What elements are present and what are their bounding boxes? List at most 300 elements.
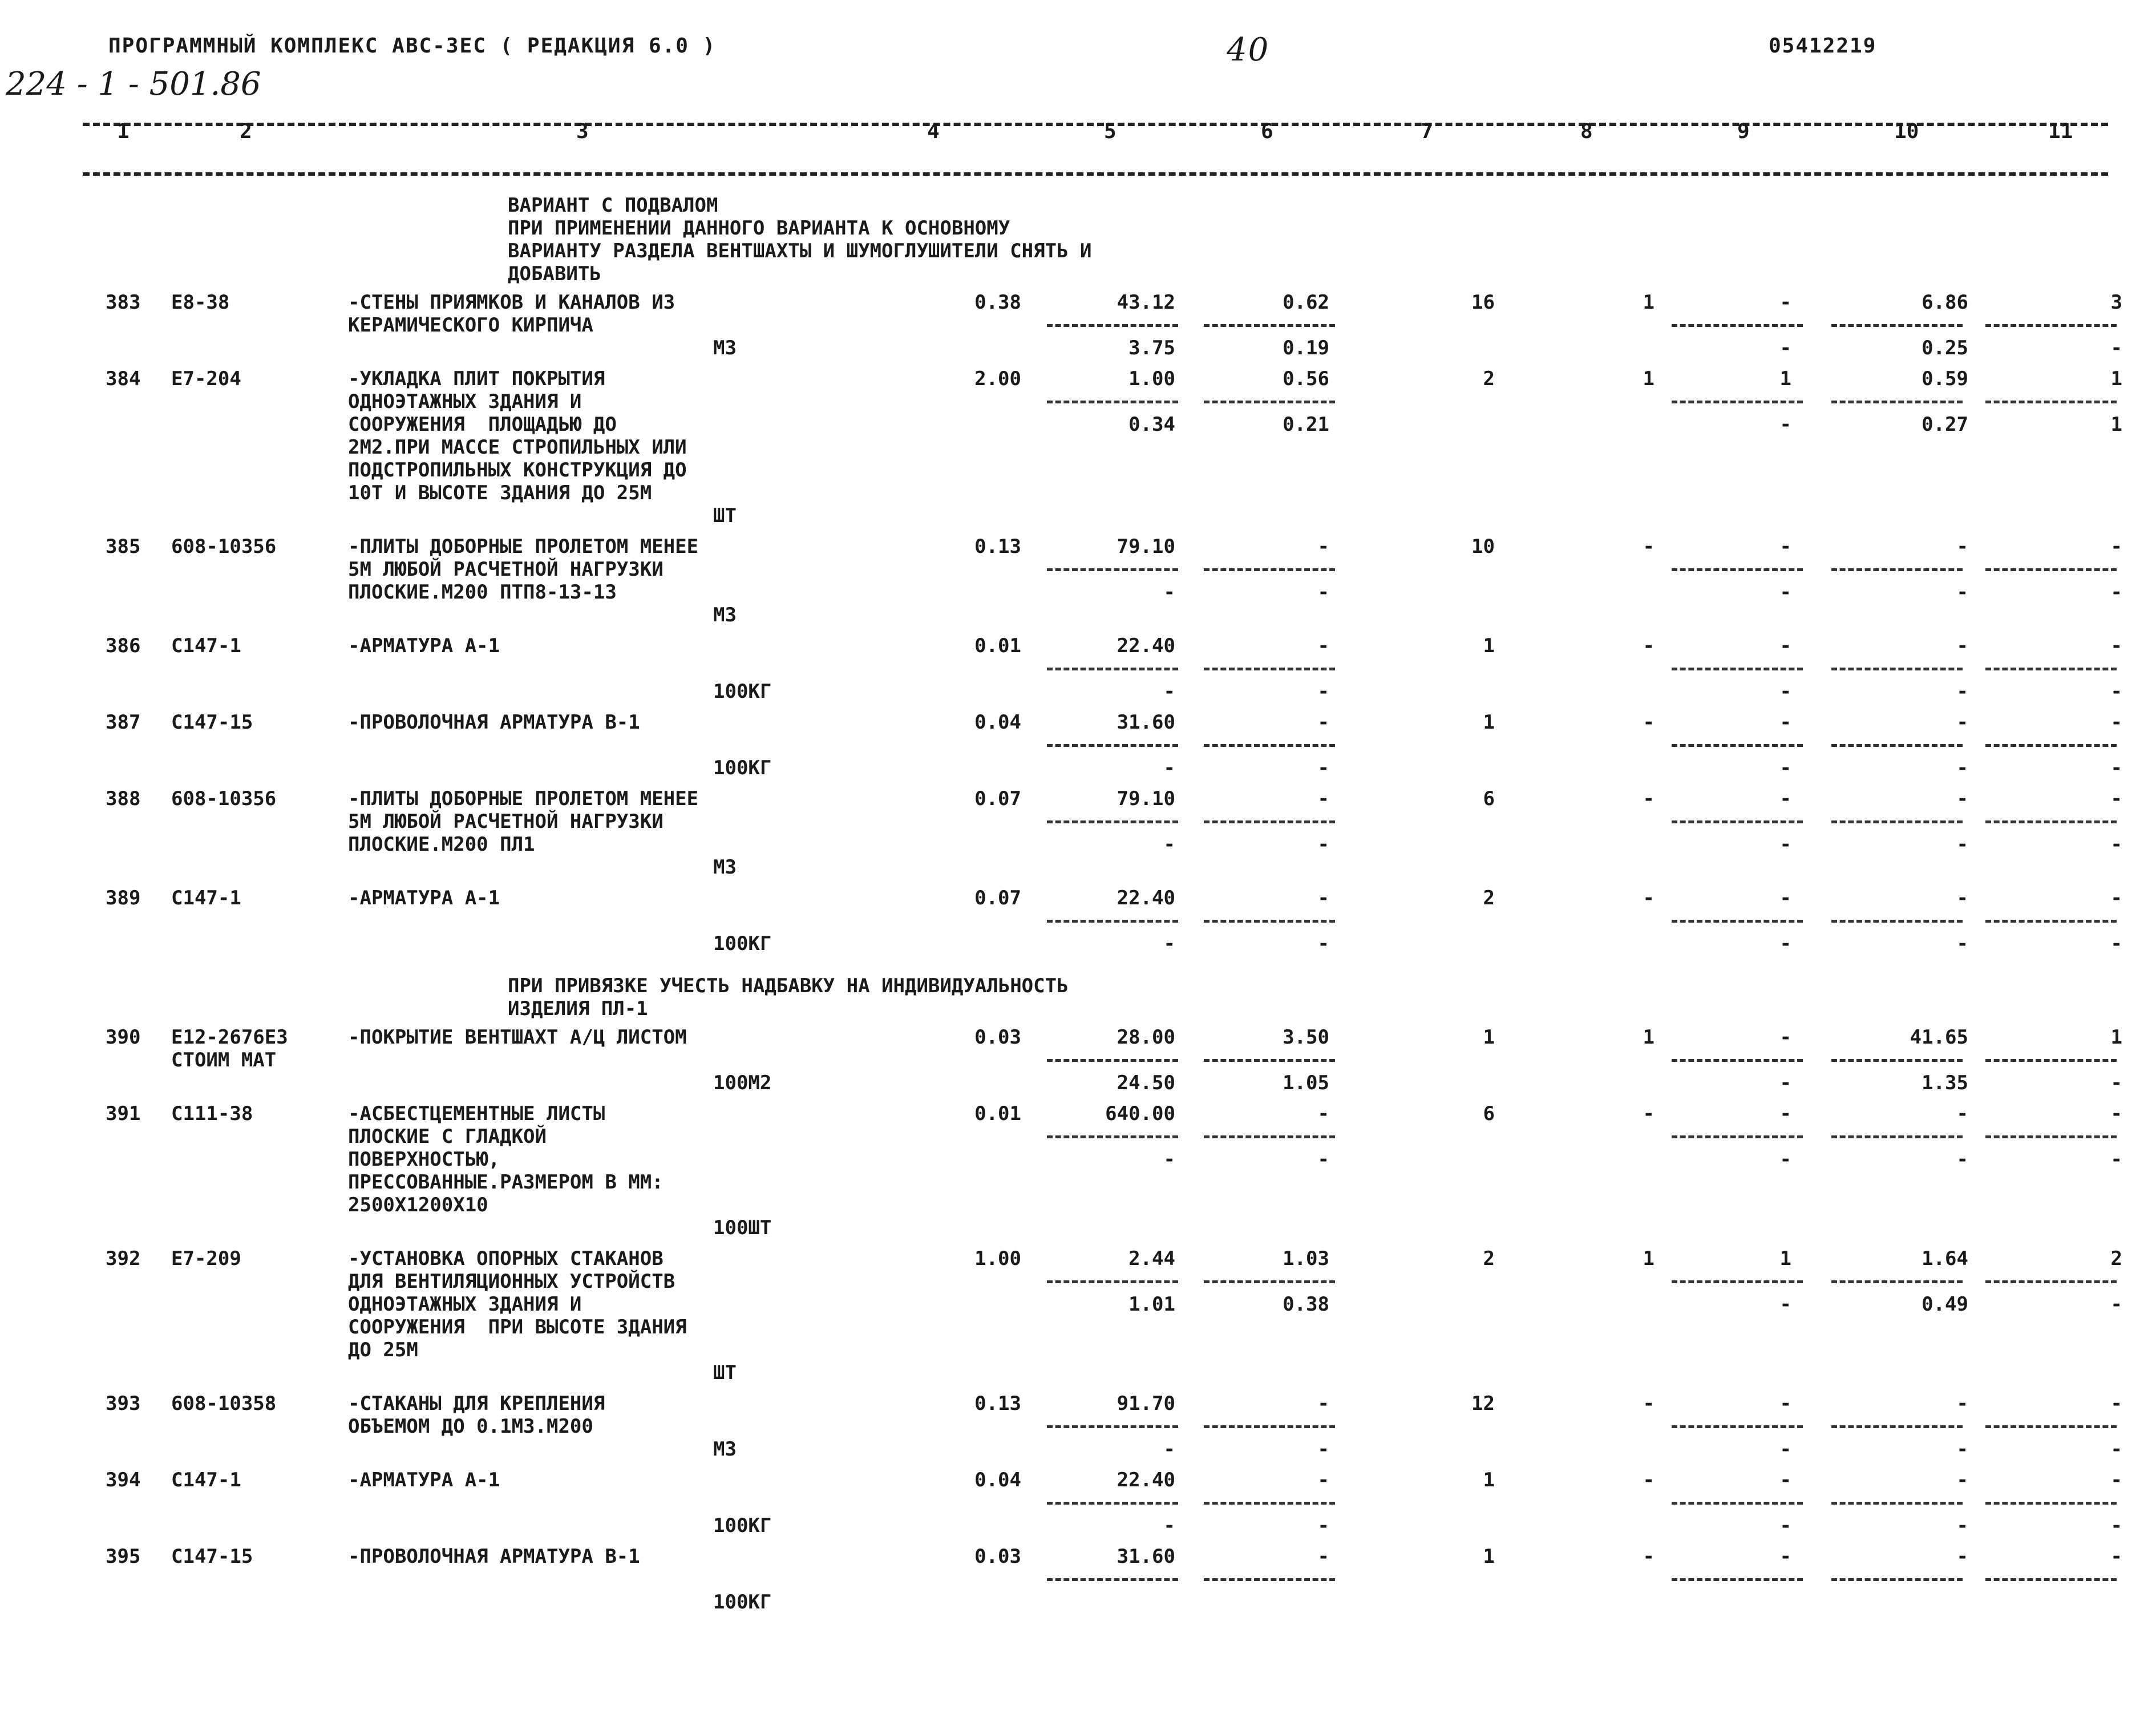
cell-divider (1985, 1059, 2117, 1062)
cell-divider (1831, 1578, 1963, 1581)
row-col9-a: - (1779, 711, 1791, 734)
row-col9-b: - (1779, 581, 1791, 604)
row-col10-a: 0.59 (1922, 367, 1968, 390)
cell-divider (1204, 1059, 1335, 1062)
cell-divider (1985, 1502, 2117, 1505)
row-col9-a: - (1779, 291, 1791, 314)
row-col7: 16 (1471, 291, 1495, 314)
col-header-1: 1 (117, 120, 130, 143)
row-description: -ПРОВОЛОЧНАЯ АРМАТУРА В-1 (348, 1545, 640, 1568)
cell-divider (1831, 401, 1963, 403)
row-col6-b: - (1317, 581, 1329, 604)
row-col6-a: 3.50 (1283, 1026, 1329, 1049)
col-header-2: 2 (240, 120, 252, 143)
row-number: 391 (106, 1102, 141, 1125)
row-col7: 1 (1483, 1469, 1495, 1491)
row-unit: 100КГ (713, 932, 772, 955)
row-code: С111-38 (171, 1102, 253, 1125)
row-description: -ПЛИТЫ ДОБОРНЫЕ ПРОЛЕТОМ МЕНЕЕ (348, 787, 699, 810)
row-col11-a: 3 (2110, 291, 2122, 314)
row-col6-b: - (1317, 757, 1329, 779)
row-col9-a: - (1779, 787, 1791, 810)
row-col10-b: 0.49 (1922, 1293, 1968, 1316)
row-col4: 0.13 (974, 1392, 1021, 1415)
row-col8: - (1643, 1102, 1655, 1125)
cell-divider (1831, 1425, 1963, 1428)
cell-divider (1672, 1425, 1803, 1428)
row-description: КЕРАМИЧЕСКОГО КИРПИЧА (348, 314, 593, 337)
col-header-10: 10 (1894, 120, 1919, 143)
row-col7: 2 (1483, 1247, 1495, 1270)
row-unit: 100КГ (713, 1591, 772, 1614)
cell-divider (1985, 1280, 2117, 1283)
section-note-line: ПРИ ПРИВЯЗКЕ УЧЕСТЬ НАДБАВКУ НА ИНДИВИДУАЛЬНОСТЬ (508, 975, 1069, 997)
row-number: 385 (106, 535, 141, 558)
row-description: -АРМАТУРА А-1 (348, 1469, 500, 1491)
row-col6-a: - (1317, 1545, 1329, 1568)
row-code: 608-10356 (171, 535, 277, 558)
row-col4: 2.00 (974, 367, 1021, 390)
row-col11-a: - (2110, 887, 2122, 909)
row-col7: 1 (1483, 1026, 1495, 1049)
row-col10-b: - (1956, 1514, 1968, 1537)
row-unit: ШТ (713, 1361, 737, 1384)
row-col4: 1.00 (974, 1247, 1021, 1270)
row-col11-b: - (2110, 1293, 2122, 1316)
row-code: С147-1 (171, 887, 241, 909)
cell-divider (1672, 1502, 1803, 1505)
row-col6-a: 1.03 (1283, 1247, 1329, 1270)
cell-divider (1047, 920, 1178, 923)
row-description: 5М ЛЮБОЙ РАСЧЕТНОЙ НАГРУЗКИ (348, 558, 664, 581)
row-unit: М3 (713, 337, 737, 359)
row-col5-a: 31.60 (1117, 1545, 1175, 1568)
row-col10-a: - (1956, 634, 1968, 657)
row-description: ПОВЕРХНОСТЬЮ, (348, 1148, 500, 1171)
col-header-3: 3 (576, 120, 589, 143)
row-col5-b: 0.34 (1128, 413, 1175, 436)
row-col7: 10 (1471, 535, 1495, 558)
section-heading-line: ВАРИАНТУ РАЗДЕЛА ВЕНТШАХТЫ И ШУМОГЛУШИТЕЛИ СНЯТЬ И (508, 240, 1092, 262)
row-col8: - (1643, 1392, 1655, 1415)
cell-divider (1204, 401, 1335, 403)
row-col5-b: 3.75 (1128, 337, 1175, 359)
row-col9-a: - (1779, 1545, 1791, 1568)
row-unit: 100КГ (713, 757, 772, 779)
row-col8: - (1643, 1545, 1655, 1568)
row-number: 392 (106, 1247, 141, 1270)
row-col5-b: - (1163, 680, 1175, 703)
cell-divider (1204, 1280, 1335, 1283)
row-col9-a: - (1779, 1392, 1791, 1415)
row-code: С147-15 (171, 711, 253, 734)
row-col7: 1 (1483, 1545, 1495, 1568)
row-col4: 0.03 (974, 1545, 1021, 1568)
row-col11-b: - (2110, 1514, 2122, 1537)
row-col10-a: - (1956, 787, 1968, 810)
row-description: ПРЕССОВАННЫЕ.РАЗМЕРОМ В ММ: (348, 1171, 664, 1194)
cell-divider (1672, 820, 1803, 823)
cell-divider (1204, 744, 1335, 747)
row-col8: 1 (1643, 1247, 1655, 1270)
row-col11-a: - (2110, 787, 2122, 810)
row-col10-b: 0.27 (1922, 413, 1968, 436)
row-number: 393 (106, 1392, 141, 1415)
row-col5-b: 1.01 (1128, 1293, 1175, 1316)
row-col7: 2 (1483, 887, 1495, 909)
row-col11-a: - (2110, 1545, 2122, 1568)
row-col4: 0.07 (974, 887, 1021, 909)
row-description: 2500Х1200Х10 (348, 1194, 488, 1216)
row-description: -ПЛИТЫ ДОБОРНЫЕ ПРОЛЕТОМ МЕНЕЕ (348, 535, 699, 558)
row-unit: 100М2 (713, 1072, 772, 1094)
row-col6-a: - (1317, 711, 1329, 734)
row-code: Е8-38 (171, 291, 230, 314)
row-description: ОБЪЕМОМ ДО 0.1М3.М200 (348, 1415, 593, 1438)
row-col10-b: - (1956, 932, 1968, 955)
cell-divider (1985, 324, 2117, 327)
row-col6-a: - (1317, 787, 1329, 810)
cell-divider (1831, 1280, 1963, 1283)
row-col8: 1 (1643, 1026, 1655, 1049)
row-unit: М3 (713, 604, 737, 626)
row-description: -ПРОВОЛОЧНАЯ АРМАТУРА В-1 (348, 711, 640, 734)
row-col5-a: 31.60 (1117, 711, 1175, 734)
row-col11-b: 1 (2110, 413, 2122, 436)
row-col6-b: - (1317, 680, 1329, 703)
cell-divider (1985, 1425, 2117, 1428)
row-col5-b: 24.50 (1117, 1072, 1175, 1094)
row-number: 387 (106, 711, 141, 734)
row-col6-b: 0.21 (1283, 413, 1329, 436)
row-col11-a: - (2110, 1469, 2122, 1491)
row-col10-a: - (1956, 1469, 1968, 1491)
row-unit: 100ШТ (713, 1216, 772, 1239)
cell-divider (1672, 568, 1803, 571)
row-number: 394 (106, 1469, 141, 1491)
section-heading-line: ВАРИАНТ С ПОДВАЛОМ (508, 194, 718, 217)
cell-divider (1831, 744, 1963, 747)
row-col9-b: - (1779, 680, 1791, 703)
row-col7: 1 (1483, 711, 1495, 734)
row-col6-b: - (1317, 1148, 1329, 1171)
cell-divider (1831, 920, 1963, 923)
row-description: ПЛОСКИЕ.М200 ПТП8-13-13 (348, 581, 617, 604)
row-description: -УКЛАДКА ПЛИТ ПОКРЫТИЯ (348, 367, 605, 390)
row-col5-b: - (1163, 757, 1175, 779)
cell-divider (1047, 744, 1178, 747)
row-description: СООРУЖЕНИЯ ПРИ ВЫСОТЕ ЗДАНИЯ (348, 1316, 687, 1339)
row-col5-a: 91.70 (1117, 1392, 1175, 1415)
row-col7: 1 (1483, 634, 1495, 657)
row-description: ДЛЯ ВЕНТИЛЯЦИОННЫХ УСТРОЙСТВ (348, 1270, 675, 1293)
row-col5-a: 22.40 (1117, 887, 1175, 909)
row-description: 5М ЛЮБОЙ РАСЧЕТНОЙ НАГРУЗКИ (348, 810, 664, 833)
row-col8: 1 (1643, 291, 1655, 314)
cell-divider (1204, 324, 1335, 327)
row-description: ДО 25М (348, 1339, 418, 1361)
row-col5-b: - (1163, 1148, 1175, 1171)
row-col8: - (1643, 711, 1655, 734)
row-col5-a: 22.40 (1117, 1469, 1175, 1491)
row-col6-b: - (1317, 1514, 1329, 1537)
row-col9-b: - (1779, 1148, 1791, 1171)
row-description: ОДНОЭТАЖНЫХ ЗДАНИЯ И (348, 1293, 582, 1316)
row-col5-b: - (1163, 833, 1175, 856)
cell-divider (1672, 324, 1803, 327)
row-unit: 100КГ (713, 1514, 772, 1537)
row-col10-a: - (1956, 535, 1968, 558)
row-col6-a: 0.62 (1283, 291, 1329, 314)
row-description: 2М2.ПРИ МАССЕ СТРОПИЛЬНЫХ ИЛИ (348, 436, 687, 459)
row-number: 395 (106, 1545, 141, 1568)
row-col5-a: 22.40 (1117, 634, 1175, 657)
row-col9-b: - (1779, 413, 1791, 436)
row-col8: - (1643, 535, 1655, 558)
row-col10-b: - (1956, 581, 1968, 604)
row-col11-b: - (2110, 1148, 2122, 1171)
row-code-extra: СТОИМ МАТ (171, 1049, 277, 1072)
row-col5-a: 1.00 (1128, 367, 1175, 390)
row-description: -ПОКРЫТИЕ ВЕНТШАХТ А/Ц ЛИСТОМ (348, 1026, 687, 1049)
row-col9-b: - (1779, 757, 1791, 779)
row-description: -СТАКАНЫ ДЛЯ КРЕПЛЕНИЯ (348, 1392, 605, 1415)
cell-divider (1672, 401, 1803, 403)
row-col10-b: 0.25 (1922, 337, 1968, 359)
row-col4: 0.01 (974, 1102, 1021, 1125)
cell-divider (1204, 820, 1335, 823)
col-header-4: 4 (927, 120, 940, 143)
row-code: Е12-2676Е3 (171, 1026, 288, 1049)
row-col7: 2 (1483, 367, 1495, 390)
col-header-7: 7 (1421, 120, 1433, 143)
row-col6-b: 0.38 (1283, 1293, 1329, 1316)
row-col6-a: - (1317, 1469, 1329, 1491)
cell-divider (1047, 568, 1178, 571)
row-col5-a: 28.00 (1117, 1026, 1175, 1049)
program-title: ПРОГРАММНЫЙ КОМПЛЕКС АВС-ЗЕС ( РЕДАКЦИЯ 6.0 ) (108, 34, 717, 58)
row-number: 384 (106, 367, 141, 390)
row-col11-b: - (2110, 1438, 2122, 1461)
row-description: ПОДСТРОПИЛЬНЫХ КОНСТРУКЦИЯ ДО (348, 459, 687, 482)
row-code: С147-1 (171, 1469, 241, 1491)
cell-divider (1204, 568, 1335, 571)
row-description: -УСТАНОВКА ОПОРНЫХ СТАКАНОВ (348, 1247, 664, 1270)
row-unit: 100КГ (713, 680, 772, 703)
row-unit: М3 (713, 1438, 737, 1461)
row-description: ОДНОЭТАЖНЫХ ЗДАНИЯ И (348, 390, 582, 413)
col-header-8: 8 (1580, 120, 1593, 143)
row-col6-a: - (1317, 887, 1329, 909)
row-col11-a: 2 (2110, 1247, 2122, 1270)
row-col10-b: - (1956, 680, 1968, 703)
row-col10-a: 1.64 (1922, 1247, 1968, 1270)
row-number: 388 (106, 787, 141, 810)
row-col4: 0.13 (974, 535, 1021, 558)
cell-divider (1831, 324, 1963, 327)
row-unit: ШТ (713, 504, 737, 527)
cell-divider (1672, 1280, 1803, 1283)
cell-divider (1672, 668, 1803, 670)
row-description: -АРМАТУРА А-1 (348, 887, 500, 909)
cell-divider (1985, 568, 2117, 571)
row-col10-a: 6.86 (1922, 291, 1968, 314)
row-col5-b: - (1163, 581, 1175, 604)
row-code: Е7-204 (171, 367, 241, 390)
row-col5-b: - (1163, 1438, 1175, 1461)
section-heading-line: ДОБАВИТЬ (508, 262, 601, 285)
row-code: С147-1 (171, 634, 241, 657)
cell-divider (1985, 820, 2117, 823)
row-col5-b: - (1163, 1514, 1175, 1537)
row-col9-a: - (1779, 1102, 1791, 1125)
cell-divider (1047, 820, 1178, 823)
row-description: -СТЕНЫ ПРИЯМКОВ И КАНАЛОВ ИЗ (348, 291, 675, 314)
cell-divider (1831, 820, 1963, 823)
row-col6-a: - (1317, 634, 1329, 657)
handwritten-reference: 224 - 1 - 501.86 (6, 66, 261, 103)
row-col7: 6 (1483, 787, 1495, 810)
section-note-line: ИЗДЕЛИЯ ПЛ-1 (508, 997, 648, 1020)
cell-divider (1985, 920, 2117, 923)
row-col9-a: - (1779, 634, 1791, 657)
row-col7: 6 (1483, 1102, 1495, 1125)
row-col11-b: - (2110, 932, 2122, 955)
document-code: 05412219 (1769, 34, 1877, 58)
row-col6-b: - (1317, 833, 1329, 856)
row-col11-a: - (2110, 711, 2122, 734)
row-col11-a: - (2110, 1392, 2122, 1415)
row-col10-a: - (1956, 711, 1968, 734)
cell-divider (1047, 668, 1178, 670)
row-col9-a: 1 (1779, 367, 1791, 390)
row-description: 10Т И ВЫСОТЕ ЗДАНИЯ ДО 25М (348, 482, 652, 504)
row-col9-a: - (1779, 887, 1791, 909)
row-col11-b: - (2110, 1072, 2122, 1094)
row-col6-a: - (1317, 535, 1329, 558)
cell-divider (1204, 668, 1335, 670)
row-col9-b: - (1779, 337, 1791, 359)
row-unit: М3 (713, 856, 737, 879)
row-col9-b: - (1779, 833, 1791, 856)
cell-divider (1672, 1059, 1803, 1062)
row-col10-a: - (1956, 1545, 1968, 1568)
row-description: -АСБЕСТЦЕМЕНТНЫЕ ЛИСТЫ (348, 1102, 605, 1125)
cell-divider (1204, 1135, 1335, 1138)
cell-divider (1985, 744, 2117, 747)
row-col6-b: 0.19 (1283, 337, 1329, 359)
row-col4: 0.03 (974, 1026, 1021, 1049)
cell-divider (1047, 1135, 1178, 1138)
row-col4: 0.07 (974, 787, 1021, 810)
cell-divider (1047, 1502, 1178, 1505)
cell-divider (1672, 1578, 1803, 1581)
row-col10-b: - (1956, 833, 1968, 856)
row-code: 608-10358 (171, 1392, 277, 1415)
row-col10-a: - (1956, 1102, 1968, 1125)
row-col6-b: - (1317, 932, 1329, 955)
cell-divider (1204, 1578, 1335, 1581)
row-number: 383 (106, 291, 141, 314)
cell-divider (1204, 920, 1335, 923)
row-col5-a: 2.44 (1128, 1247, 1175, 1270)
row-col10-b: 1.35 (1922, 1072, 1968, 1094)
col-header-9: 9 (1737, 120, 1750, 143)
row-description: -АРМАТУРА А-1 (348, 634, 500, 657)
cell-divider (1672, 1135, 1803, 1138)
row-col5-a: 640.00 (1105, 1102, 1175, 1125)
row-col9-b: - (1779, 1514, 1791, 1537)
row-col11-a: - (2110, 634, 2122, 657)
row-col4: 0.38 (974, 291, 1021, 314)
row-number: 389 (106, 887, 141, 909)
row-col11-a: - (2110, 535, 2122, 558)
cell-divider (1831, 1135, 1963, 1138)
cell-divider (1985, 401, 2117, 403)
row-col9-b: - (1779, 932, 1791, 955)
row-col9-b: - (1779, 1293, 1791, 1316)
row-col4: 0.01 (974, 634, 1021, 657)
row-col8: - (1643, 1469, 1655, 1491)
row-col4: 0.04 (974, 711, 1021, 734)
row-col6-a: 0.56 (1283, 367, 1329, 390)
row-code: С147-15 (171, 1545, 253, 1568)
cell-divider (1047, 1578, 1178, 1581)
row-col9-b: - (1779, 1438, 1791, 1461)
row-number: 386 (106, 634, 141, 657)
row-col11-a: 1 (2110, 1026, 2122, 1049)
row-col11-b: - (2110, 581, 2122, 604)
row-col8: 1 (1643, 367, 1655, 390)
cell-divider (1831, 668, 1963, 670)
row-col10-b: - (1956, 1148, 1968, 1171)
row-col6-b: 1.05 (1283, 1072, 1329, 1094)
col-header-5: 5 (1104, 120, 1117, 143)
cell-divider (1047, 401, 1178, 403)
section-heading-line: ПРИ ПРИМЕНЕНИИ ДАННОГО ВАРИАНТА К ОСНОВНОМУ (508, 217, 1010, 240)
cell-divider (1204, 1425, 1335, 1428)
col-header-6: 6 (1261, 120, 1273, 143)
row-col9-a: - (1779, 1469, 1791, 1491)
row-col7: 12 (1471, 1392, 1495, 1415)
row-col11-b: - (2110, 337, 2122, 359)
row-col10-a: 41.65 (1910, 1026, 1968, 1049)
cell-divider (1985, 1578, 2117, 1581)
row-col5-a: 79.10 (1117, 535, 1175, 558)
row-col4: 0.04 (974, 1469, 1021, 1491)
row-col6-a: - (1317, 1392, 1329, 1415)
row-col8: - (1643, 887, 1655, 909)
row-col9-a: - (1779, 1026, 1791, 1049)
row-col5-b: - (1163, 932, 1175, 955)
row-col10-b: - (1956, 757, 1968, 779)
row-col10-b: - (1956, 1438, 1968, 1461)
cell-divider (1047, 1425, 1178, 1428)
cell-divider (1831, 1059, 1963, 1062)
row-col11-b: - (2110, 833, 2122, 856)
row-col6-a: - (1317, 1102, 1329, 1125)
row-col11-a: - (2110, 1102, 2122, 1125)
row-code: Е7-209 (171, 1247, 241, 1270)
row-col9-a: - (1779, 535, 1791, 558)
row-col9-b: - (1779, 1072, 1791, 1094)
cell-divider (1047, 1280, 1178, 1283)
cell-divider (1047, 1059, 1178, 1062)
row-number: 390 (106, 1026, 141, 1049)
cell-divider (1985, 1135, 2117, 1138)
row-col11-b: - (2110, 680, 2122, 703)
row-col10-a: - (1956, 887, 1968, 909)
